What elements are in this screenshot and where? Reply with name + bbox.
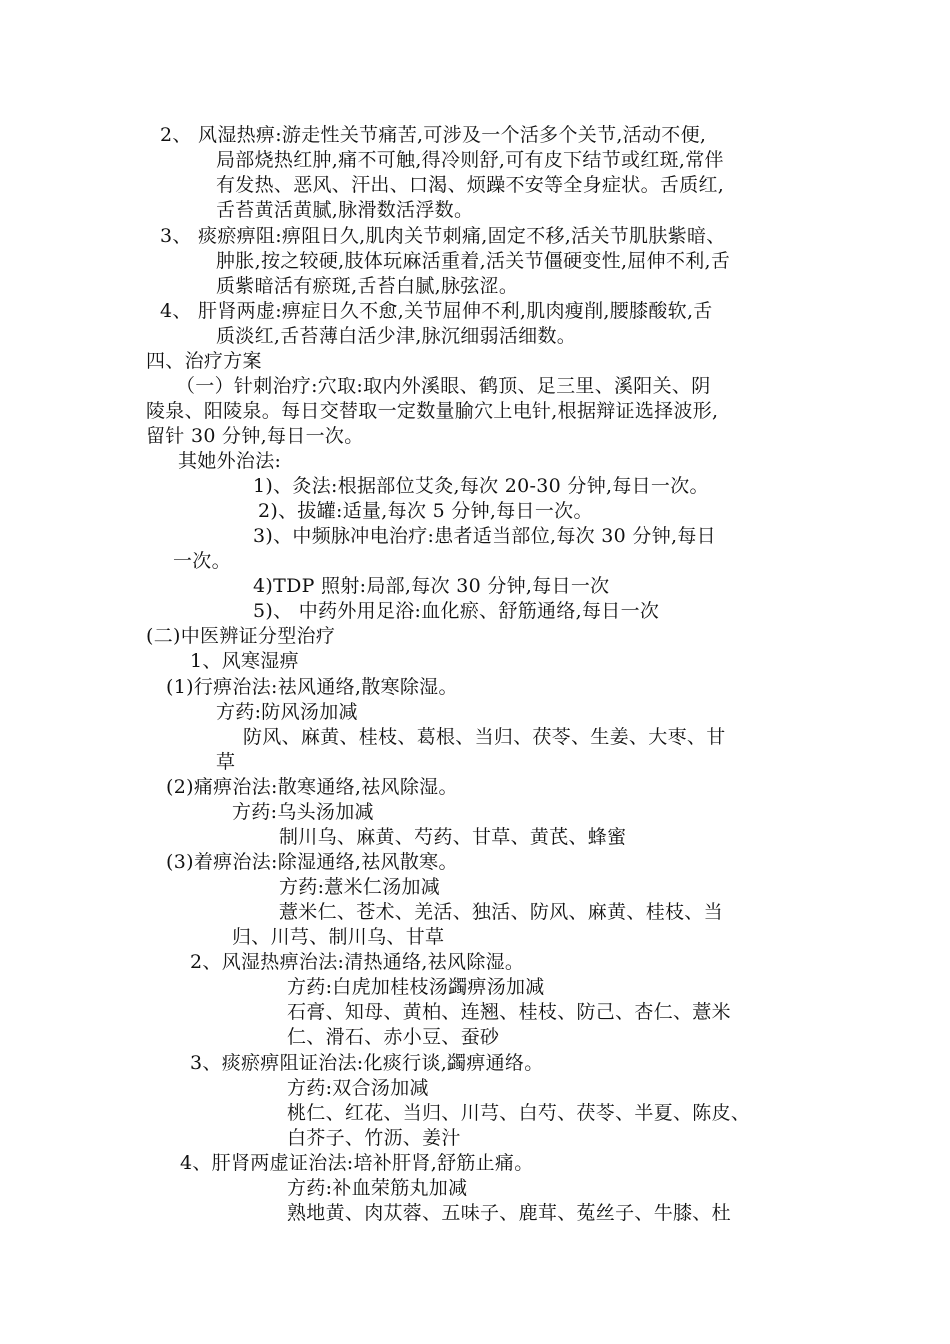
- text-line: 2、 风湿热痹:游走性关节痛苦,可涉及一个活多个关节,活动不便,: [160, 124, 707, 146]
- text-line: 4、 肝肾两虚:痹症日久不愈,关节屈伸不利,肌肉瘦削,腰膝酸软,舌: [160, 300, 713, 322]
- text-line: 陵泉、阳陵泉。每日交替取一定数量腧穴上电针,根据辩证选择波形,: [146, 400, 719, 422]
- list-item: 1)、灸法:根据部位艾灸,每次 20-30 分钟,每日一次。: [253, 475, 709, 497]
- list-item: 2)、拔罐:适量,每次 5 分钟,每日一次。: [258, 500, 593, 522]
- text-line: 3、 痰瘀痹阻:痹阻日久,肌肉关节刺痛,固定不移,活关节肌肤紫暗、: [160, 225, 726, 247]
- text-line: (3)着痹治法:除湿通络,祛风散寒。: [166, 851, 458, 873]
- subsection-heading: 1、风寒湿痹: [190, 650, 299, 672]
- text-line: 留针 30 分钟,每日一次。: [146, 425, 364, 447]
- text-line: 石膏、知母、黄柏、连翘、桂枝、防己、杏仁、薏米: [287, 1001, 731, 1023]
- text-line: 制川乌、麻黄、芍药、甘草、黄芪、蜂蜜: [279, 826, 627, 848]
- text-line: 防风、麻黄、桂枝、葛根、当归、茯苓、生姜、大枣、甘: [243, 726, 726, 748]
- text-line: 草: [216, 751, 236, 773]
- text-line: 局部烧热红肿,痛不可触,得冷则舒,可有皮下结节或红斑,常伴: [216, 149, 724, 171]
- text-line: 方药:双合汤加减: [287, 1077, 429, 1099]
- section-heading: (二)中医辨证分型治疗: [146, 625, 336, 647]
- text-line: 桃仁、红花、当归、川芎、白芍、茯苓、半夏、陈皮、: [287, 1102, 751, 1124]
- text-line: 方药:补血荣筋丸加减: [287, 1177, 468, 1199]
- text-line: 熟地黄、肉苁蓉、五味子、鹿茸、菟丝子、牛膝、杜: [287, 1202, 731, 1224]
- text-line: (1)行痹治法:祛风通络,散寒除湿。: [166, 676, 458, 698]
- list-item: 3)、中频脉冲电治疗:患者适当部位,每次 30 分钟,每日: [253, 525, 716, 547]
- text-line: 方药:防风汤加减: [216, 701, 358, 723]
- subsection-heading: 3、痰瘀痹阻证治法:化痰行谈,蠲痹通络。: [190, 1052, 544, 1074]
- text-line: (2)痛痹治法:散寒通络,祛风除湿。: [166, 776, 458, 798]
- text-line: 舌苔黄活黄腻,脉滑数活浮数。: [216, 199, 474, 221]
- subsection-heading: 4、肝肾两虚证治法:培补肝肾,舒筋止痛。: [180, 1152, 534, 1174]
- text-line: 方药:白虎加桂枝汤蠲痹汤加减: [287, 976, 545, 998]
- subsection-heading: 2、风湿热痹治法:清热通络,祛风除湿。: [190, 951, 525, 973]
- text-line: 薏米仁、苍术、羌活、独活、防风、麻黄、桂枝、当: [279, 901, 723, 923]
- text-line: 有发热、恶风、汗出、口渴、烦躁不安等全身症状。舌质红,: [216, 174, 725, 196]
- section-heading: 四、治疗方案: [146, 350, 262, 372]
- text-line: 质紫暗活有瘀斑,舌苔白腻,脉弦涩。: [216, 275, 519, 297]
- text-line: 质淡红,舌苔薄白活少津,脉沉细弱活细数。: [216, 325, 577, 347]
- text-line: 白芥子、竹沥、姜汁: [287, 1127, 461, 1149]
- text-line: 其她外治法:: [178, 450, 282, 472]
- text-line: 一次。: [173, 550, 231, 572]
- text-line: 方药:乌头汤加减: [232, 801, 374, 823]
- text-line: 肿胀,按之较硬,肢体玩麻活重着,活关节僵硬变性,屈伸不利,舌: [216, 250, 731, 272]
- list-item: 4)TDP 照射:局部,每次 30 分钟,每日一次: [253, 575, 610, 597]
- text-line: 归、川芎、制川乌、甘草: [232, 926, 445, 948]
- list-item: 5)、 中药外用足浴:血化瘀、舒筋通络,每日一次: [253, 600, 660, 622]
- text-line: 方药:薏米仁汤加减: [279, 876, 441, 898]
- text-line: 仁、滑石、赤小豆、蚕砂: [287, 1026, 500, 1048]
- text-line: （一）针刺治疗:穴取:取内外溪眼、鹤顶、足三里、溪阳关、阴: [176, 375, 711, 397]
